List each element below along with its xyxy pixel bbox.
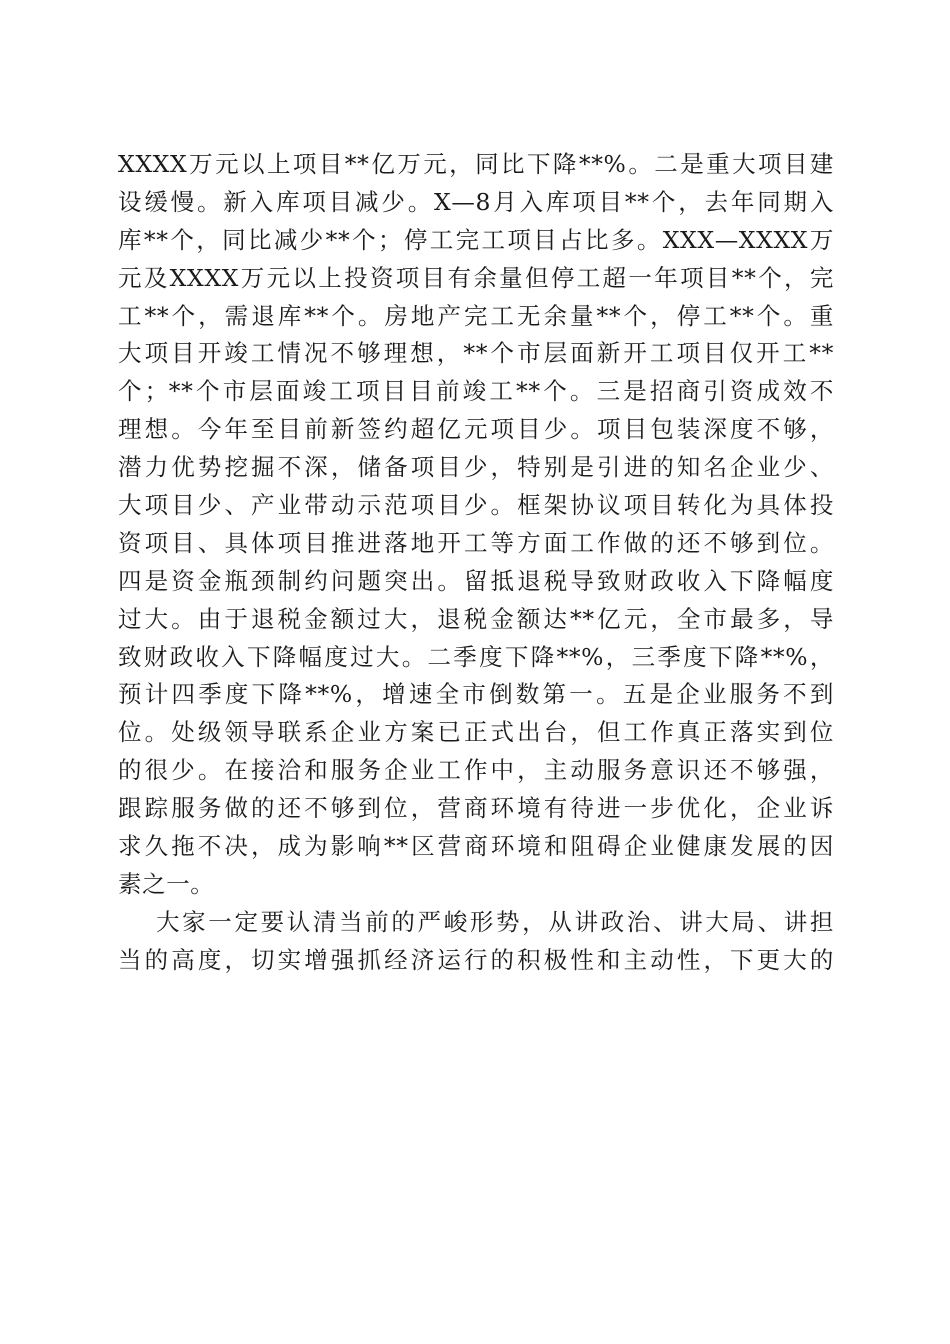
text-line: 潜力优势挖掘不深，储备项目少，特别是引进的知名企业少、 (118, 453, 834, 482)
paragraph-1 (118, 146, 834, 904)
text-line: 理想。今年至目前新签约超亿元项目少。项目包装深度不够， (118, 415, 834, 444)
text-line: 资项目、具体项目推进落地开工等方面工作做的还不够到位。 (118, 528, 834, 557)
text-line: 过大。由于退税金额过大，退税金额达**亿元，全市最多，导 (118, 604, 834, 633)
paragraph-2 (118, 904, 834, 980)
text-line: 四是资金瓶颈制约问题突出。留抵退税导致财政收入下降幅度 (118, 566, 834, 595)
text-line: 致财政收入下降幅度过大。二季度下降**%，三季度下降**%， (118, 642, 834, 671)
text-line: 工**个，需退库**个。房地产完工无余量**个，停工**个。重 (118, 301, 834, 330)
body-text (118, 146, 834, 980)
text-line: 求久拖不决，成为影响**区营商环境和阻碍企业健康发展的因 (118, 832, 834, 861)
text-line: 位。处级领导联系企业方案已正式出台，但工作真正落实到位 (118, 718, 834, 747)
text-line: 大项目少、产业带动示范项目少。框架协议项目转化为具体投 (118, 491, 834, 520)
text-line: 当的高度，切实增强抓经济运行的积极性和主动性，下更大的 (118, 945, 834, 974)
text-line: 元及XXXX万元以上投资项目有余量但停工超一年项目**个，完 (118, 263, 834, 292)
text-line: 库**个，同比减少**个；停工完工项目占比多。XXX—XXXX万 (118, 225, 834, 254)
text-line: 的很少。在接洽和服务企业工作中，主动服务意识还不够强， (118, 756, 834, 785)
text-line: 设缓慢。新入库项目减少。X—8月入库项目**个，去年同期入 (118, 187, 834, 216)
text-line: 预计四季度下降**%，增速全市倒数第一。五是企业服务不到 (118, 680, 834, 709)
text-line: XXXX万元以上项目**亿万元，同比下降**%。二是重大项目建 (118, 150, 834, 178)
text-line: 大项目开竣工情况不够理想，**个市层面新开工项目仅开工** (118, 339, 834, 368)
text-line: 素之一。 (118, 869, 215, 898)
text-line: 个；**个市层面竣工项目目前竣工**个。三是招商引资成效不 (118, 377, 834, 406)
text-line: 大家一定要认清当前的严峻形势，从讲政治、讲大局、讲担 (156, 907, 834, 936)
text-line: 跟踪服务做的还不够到位，营商环境有待进一步优化，企业诉 (118, 794, 834, 823)
